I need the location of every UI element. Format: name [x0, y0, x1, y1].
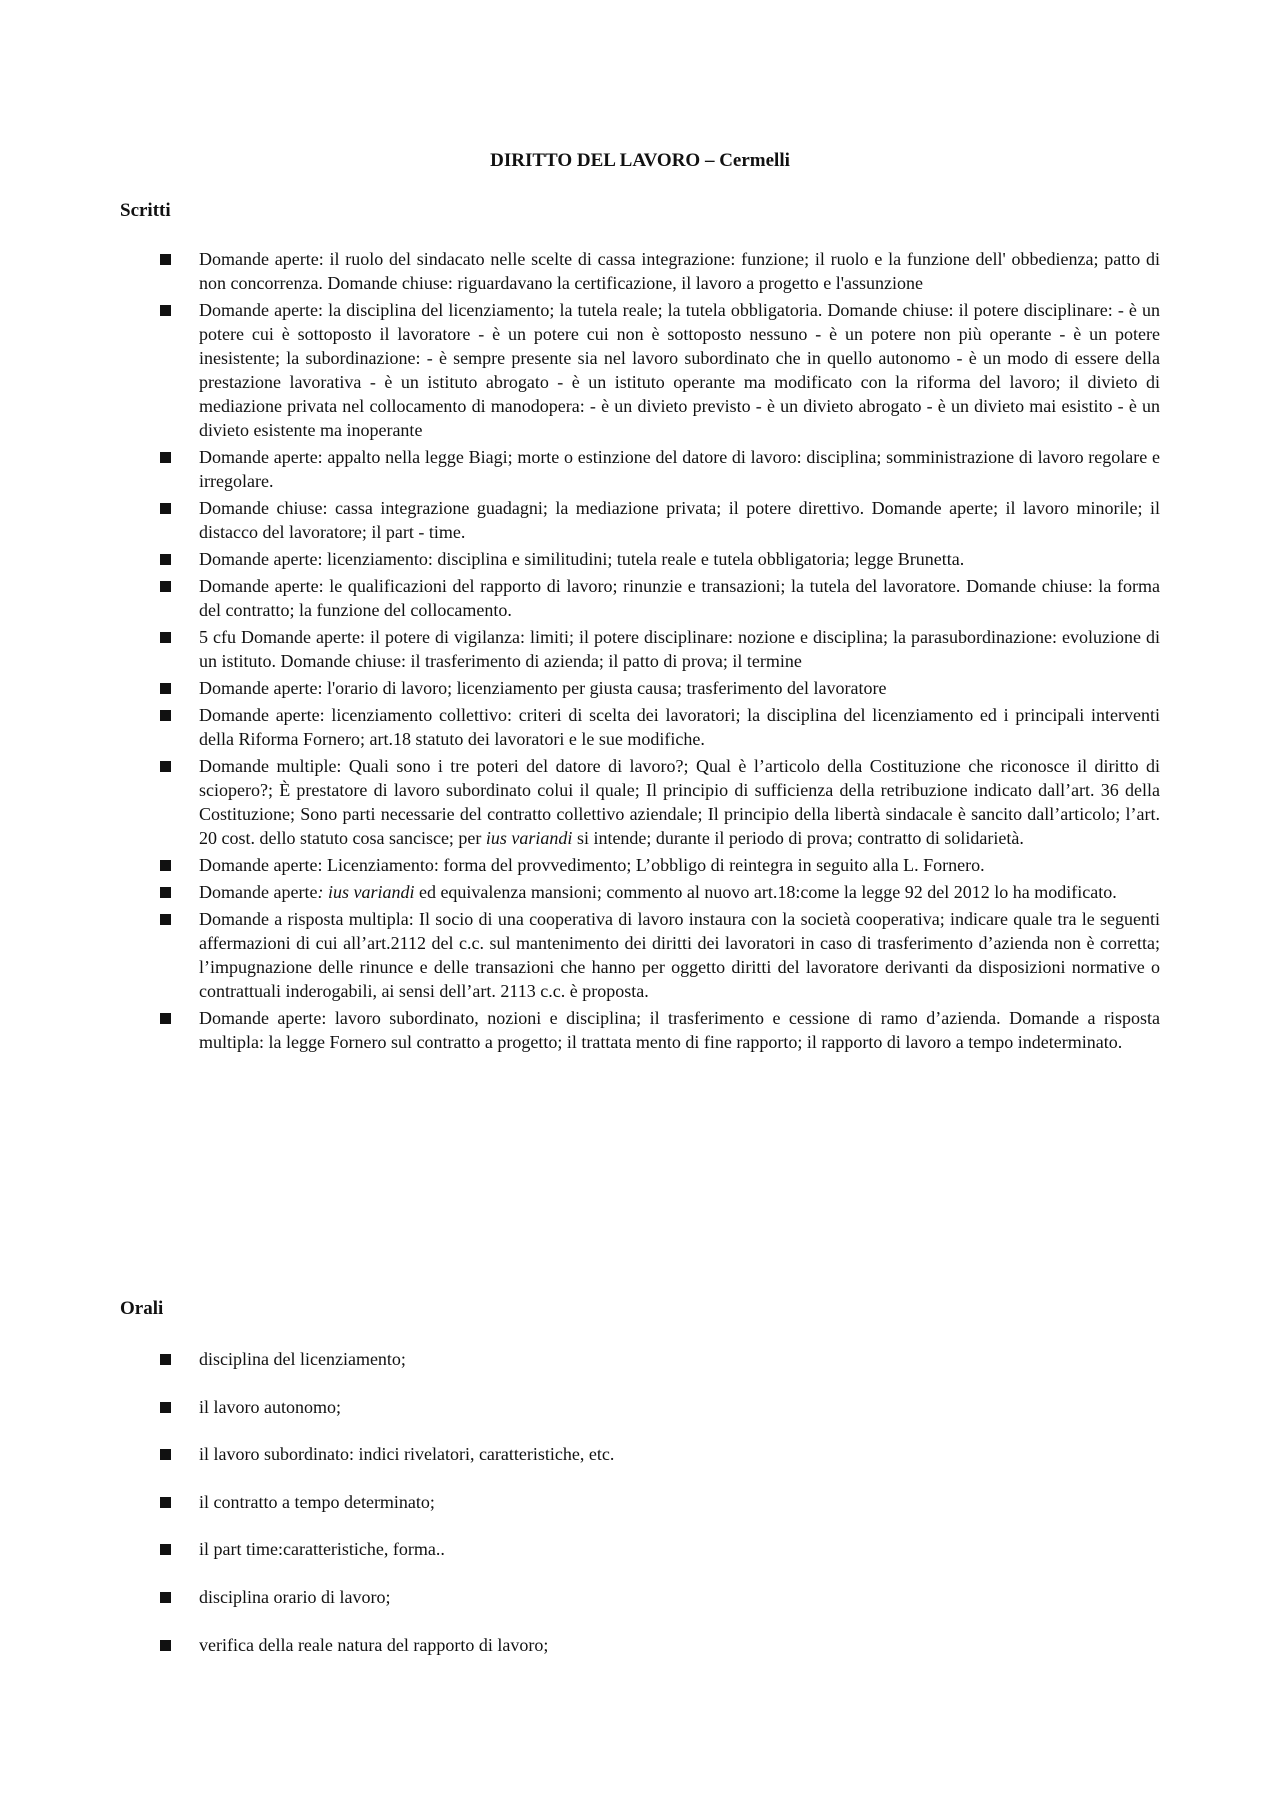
list-item-text — [199, 576, 1160, 620]
list-item-text — [199, 249, 1160, 293]
list-item — [160, 625, 1160, 673]
text-segment: il lavoro autonomo; — [199, 1396, 341, 1417]
text-segment: Domande a risposta multipla: Il socio di una cooperativa di lavoro instaura con la società cooperativa; indicare quale tra le seguenti affermazioni di cui all’art.2112 del c.c. sul mantenimento dei diritti dei lavoratori in caso di trasferimento d’azienda non è corretta; l’impugnazione delle rinunce e delle transazioni che hanno per oggetto diritti del lavoratore derivanti da disposizioni normative o contrattuali inderogabili, ai sensi dell’art. 2113 c.c. è proposta. — [199, 909, 1160, 1001]
list-item-text — [199, 1444, 614, 1464]
square-bullet-icon — [160, 1013, 171, 1024]
list-item-text — [199, 1492, 435, 1512]
text-segment: Domande multiple: Quali sono i tre poteri del datore di lavoro?; Qual è l’articolo della Costituzione che riconosce il diritto di sciopero?; È prestatore di lavoro subordinato colui il quale; Il principio di sufficienza della retribuzione indicato dall’art. 36 della Costituzione; Sono parti necessarie del contratto collettivo aziendale; Il principio della libertà sindacale è sancito dall’articolo; l’art. 20 cost. dello statuto cosa sancisce; per — [199, 756, 1160, 848]
list-item — [160, 1537, 1160, 1561]
square-bullet-icon — [160, 860, 171, 871]
square-bullet-icon — [160, 914, 171, 925]
section-heading-orali: Orali — [120, 1298, 164, 1319]
list-item — [160, 1395, 1160, 1419]
square-bullet-icon — [160, 1544, 171, 1555]
list-item-text — [199, 855, 985, 875]
square-bullet-icon — [160, 1449, 171, 1460]
list-item-text — [199, 300, 1160, 440]
list-item-text — [199, 1587, 390, 1607]
list-item-text — [199, 1635, 548, 1655]
text-segment: Domande aperte: appalto nella legge Biagi; morte o estinzione del datore di lavoro: disciplina; somministrazione di lavoro regolare e irregolare. — [199, 447, 1160, 491]
text-segment: Domande aperte: lavoro subordinato, nozioni e disciplina; il trasferimento e cessione di ramo d’azienda. Domande a risposta multipla: la legge Fornero sul contratto a progetto; il trattata mento di fine rapporto; il rapporto di lavoro a tempo indeterminato. — [199, 1008, 1160, 1052]
square-bullet-icon — [160, 503, 171, 514]
square-bullet-icon — [160, 581, 171, 592]
square-bullet-icon — [160, 761, 171, 772]
scritti-list — [160, 247, 1160, 1057]
list-item — [160, 247, 1160, 295]
document-title: DIRITTO DEL LAVORO – Cermelli — [490, 150, 790, 171]
list-item-text — [199, 756, 1160, 848]
list-item — [160, 445, 1160, 493]
square-bullet-icon — [160, 1402, 171, 1413]
list-item — [160, 703, 1160, 751]
list-item — [160, 1347, 1160, 1371]
text-segment: Domande aperte: il ruolo del sindacato nelle scelte di cassa integrazione: funzione; il ruolo e la funzione dell' obbedienza; patto di non concorrenza. Domande chiuse: riguardavano la certificazione, il lavoro a progetto e l'assunzione — [199, 249, 1160, 293]
list-item-text — [199, 549, 964, 569]
text-segment: Domande chiuse: cassa integrazione guadagni; la mediazione privata; il potere direttivo. Domande aperte; il lavoro minorile; il distacco del lavoratore; il part - time. — [199, 498, 1160, 542]
text-segment: disciplina del licenziamento; — [199, 1349, 406, 1369]
list-item-text — [199, 882, 1117, 902]
list-item-text — [199, 1008, 1160, 1052]
list-item — [160, 907, 1160, 1003]
square-bullet-icon — [160, 632, 171, 643]
list-item — [160, 1006, 1160, 1054]
text-segment: Domande aperte: Licenziamento: forma del provvedimento; L’obbligo di reintegra in seguito alla L. Fornero. — [199, 855, 985, 875]
list-item-text — [199, 705, 1160, 749]
italic-term: ius variandi — [485, 828, 573, 848]
text-segment: 5 cfu Domande aperte: il potere di vigilanza: limiti; il potere disciplinare: nozione e disciplina; la parasubordinazione: evoluzione di un istituto. Domande chiuse: il trasferimento di azienda; il patto di prova; il termine — [199, 627, 1160, 671]
square-bullet-icon — [160, 710, 171, 721]
square-bullet-icon — [160, 1354, 171, 1365]
text-segment: Domande aperte: le qualificazioni del rapporto di lavoro; rinunzie e transazioni; la tutela del lavoratore. Domande chiuse: la forma del contratto; la funzione del collocamento. — [199, 576, 1160, 620]
list-item — [160, 547, 1160, 571]
orali-list — [160, 1347, 1160, 1680]
section-heading-scritti: Scritti — [120, 200, 171, 221]
square-bullet-icon — [160, 305, 171, 316]
list-item — [160, 1442, 1160, 1466]
square-bullet-icon — [160, 554, 171, 565]
list-item-text — [199, 909, 1160, 1001]
text-segment: si intende; durante il periodo di prova; contratto di solidarietà. — [572, 828, 1024, 848]
square-bullet-icon — [160, 452, 171, 463]
list-item — [160, 676, 1160, 700]
list-item — [160, 1490, 1160, 1514]
list-item — [160, 574, 1160, 622]
list-item — [160, 1585, 1160, 1609]
list-item-text — [199, 1539, 445, 1559]
square-bullet-icon — [160, 254, 171, 265]
text-segment: ed equivalenza mansioni; commento al nuovo art.18:come la legge 92 del 2012 lo ha modificato. — [414, 882, 1117, 902]
list-item — [160, 298, 1160, 442]
text-segment: Domande aperte: la disciplina del licenziamento; la tutela reale; la tutela obbligatoria. Domande chiuse: il potere disciplinare: - è un potere cui è sottoposto il lavoratore - è un potere cui non è sottoposto nessuno - è un potere non più operante - è un potere inesistente; la subordinazione: - è sempre presente sia nel lavoro subordinato che in quello autonomo - è un modo di essere della prestazione lavorativa - è un istituto abrogato - è un istituto operante ma modificato con la riforma del lavoro; il divieto di mediazione privata nel collocamento di manodopera: - è un divieto previsto - è un divieto abrogato - è un divieto mai esistito - è un divieto esistente ma inoperante — [199, 300, 1160, 440]
list-item — [160, 754, 1160, 850]
square-bullet-icon — [160, 1497, 171, 1508]
text-segment: Domande aperte: licenziamento collettivo: criteri di scelta dei lavoratori; la disciplina del licenziamento ed i principali interventi della Riforma Fornero; art.18 statuto dei lavoratori e le sue modifiche. — [199, 705, 1160, 749]
text-segment: disciplina orario di lavoro; — [199, 1586, 391, 1607]
square-bullet-icon — [160, 1640, 171, 1651]
text-segment: Domande aperte: l'orario di lavoro; licenziamento per giusta causa; trasferimento del lavoratore — [199, 678, 887, 698]
list-item-text — [199, 1349, 406, 1369]
text-segment: il contratto a tempo determinato; — [199, 1491, 435, 1512]
list-item — [160, 496, 1160, 544]
list-item — [160, 1633, 1160, 1657]
list-item-text — [199, 678, 886, 698]
list-item — [160, 880, 1160, 904]
square-bullet-icon — [160, 683, 171, 694]
list-item — [160, 853, 1160, 877]
square-bullet-icon — [160, 1592, 171, 1603]
list-item-text — [199, 1397, 341, 1417]
text-segment: Domande aperte: licenziamento: disciplina e similitudini; tutela reale e tutela obbligatoria; legge Brunetta. — [199, 549, 965, 569]
list-item-text — [199, 627, 1160, 671]
text-segment: Domande aperte — [199, 882, 318, 902]
text-segment: il part time:caratteristiche, forma.. — [199, 1539, 445, 1560]
text-segment: verifica della reale natura del rapporto di lavoro; — [199, 1634, 549, 1655]
text-segment: il lavoro subordinato: indici rivelatori, caratteristiche, etc. — [199, 1444, 615, 1465]
list-item-text — [199, 498, 1160, 542]
italic-term: : ius variandi — [317, 882, 415, 902]
list-item-text — [199, 447, 1160, 491]
square-bullet-icon — [160, 887, 171, 898]
